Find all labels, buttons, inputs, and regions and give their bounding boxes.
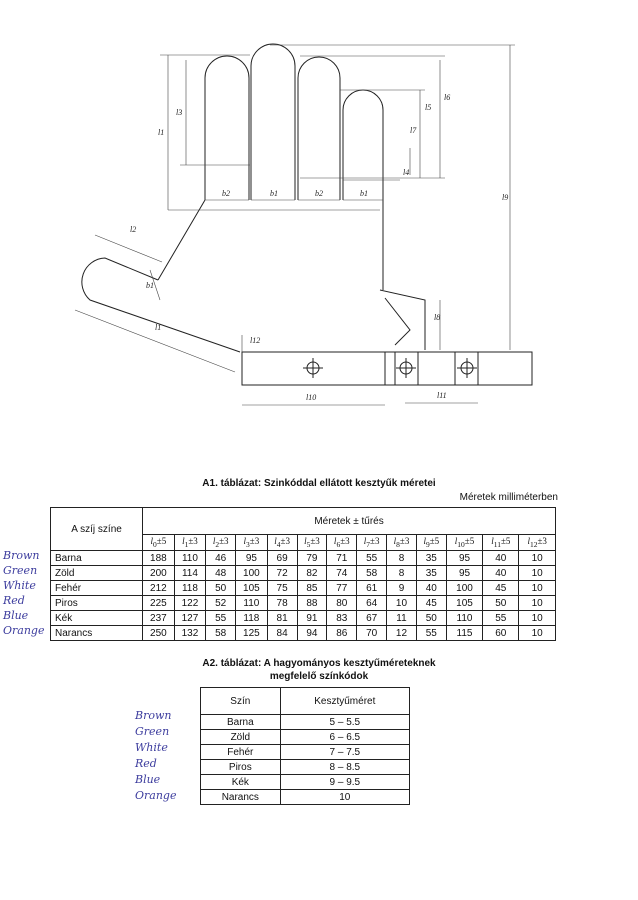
dimension-value: 45	[483, 581, 519, 596]
strap-color-name: Zöld	[51, 566, 143, 581]
dimension-value: 88	[297, 596, 327, 611]
dim-label-l8: l8	[434, 313, 441, 322]
column-header: $l_1\pm 3$	[174, 535, 206, 551]
dimension-value: 52	[206, 596, 236, 611]
dimension-value: 40	[483, 566, 519, 581]
dim-label-b1: b1	[270, 189, 278, 198]
dimension-value: 64	[357, 596, 387, 611]
strap-color-name: Fehér	[51, 581, 143, 596]
column-header: $l_4\pm 3$	[267, 535, 297, 551]
table-row	[201, 790, 410, 805]
dimension-value: 125	[236, 626, 268, 641]
column-header: $l_6\pm 3$	[327, 535, 357, 551]
dimension-value: 72	[267, 566, 297, 581]
dimension-value: 75	[267, 581, 297, 596]
table1-body	[51, 551, 556, 641]
dimension-value: 10	[519, 596, 556, 611]
dimension-value: 78	[267, 596, 297, 611]
color-name: Fehér	[201, 745, 281, 760]
handwritten-word: Green	[135, 725, 170, 738]
dimension-value: 79	[297, 551, 327, 566]
table-row	[201, 730, 410, 745]
dimension-value: 71	[327, 551, 357, 566]
dimension-value: 46	[206, 551, 236, 566]
dimension-value: 10	[519, 611, 556, 626]
glove-size: 6 – 6.5	[280, 730, 409, 745]
dimension-value: 132	[174, 626, 206, 641]
dimension-value: 110	[446, 611, 483, 626]
table-row	[201, 715, 410, 730]
dimension-value: 10	[519, 581, 556, 596]
table-row	[201, 745, 410, 760]
dimension-value: 237	[143, 611, 175, 626]
dimension-value: 9	[387, 581, 417, 596]
dimension-value: 110	[236, 596, 268, 611]
handwritten-word: Red	[135, 757, 157, 770]
table-row	[51, 566, 556, 581]
dimension-value: 10	[519, 566, 556, 581]
dim-label-l10: l10	[306, 393, 317, 402]
dimension-value: 94	[297, 626, 327, 641]
dimension-value: 105	[236, 581, 268, 596]
dim-label-b1-thumb: b1	[146, 281, 154, 290]
glove-dimensions-table	[50, 507, 556, 641]
table1-caption: A1. táblázat: Szinkóddal ellátott kesztyűk méretei	[202, 478, 436, 489]
dim-label-l11: l11	[437, 391, 447, 400]
dimension-value: 11	[387, 611, 417, 626]
dimension-value: 35	[416, 566, 446, 581]
glove-size: 8 – 8.5	[280, 760, 409, 775]
dimension-value: 55	[416, 626, 446, 641]
dimension-value: 84	[267, 626, 297, 641]
dim-label-l2: l2	[130, 225, 137, 234]
dimension-value: 61	[357, 581, 387, 596]
dimension-value: 95	[446, 551, 483, 566]
finger-ring	[298, 57, 340, 200]
table2-caption	[0, 657, 638, 683]
dim-label-l4: l4	[403, 168, 410, 177]
dimension-value: 91	[297, 611, 327, 626]
dimension-value: 122	[174, 596, 206, 611]
dimension-value: 110	[174, 551, 206, 566]
dimension-value: 86	[327, 626, 357, 641]
handwritten-translations-1	[3, 548, 44, 638]
dim-label-l3: l3	[176, 108, 183, 117]
dim-label-b1-little: b1	[360, 189, 368, 198]
header-color: Szín	[201, 688, 281, 715]
dimension-value: 10	[387, 596, 417, 611]
handwritten-word: Green	[3, 564, 38, 577]
dim-label-l12: l12	[250, 336, 261, 345]
dimension-value: 225	[143, 596, 175, 611]
dimension-value: 48	[206, 566, 236, 581]
table-row	[201, 775, 410, 790]
dimension-value: 200	[143, 566, 175, 581]
dimension-value: 115	[446, 626, 483, 641]
table2-caption-line2: megfelelő színkódok	[269, 671, 369, 682]
dim-label-l5: l5	[425, 103, 432, 112]
column-header: $l_0\pm 5$	[143, 535, 175, 551]
dimension-value: 10	[519, 551, 556, 566]
dim-label-b2-ring: b2	[315, 189, 323, 198]
dimension-value: 10	[519, 626, 556, 641]
dimension-value: 85	[297, 581, 327, 596]
strap-color-name: Narancs	[51, 626, 143, 641]
finger-index	[205, 56, 249, 200]
color-name: Barna	[201, 715, 281, 730]
header-strap-color: A szíj színe	[51, 508, 143, 551]
dimension-value: 118	[174, 581, 206, 596]
dimension-value: 77	[327, 581, 357, 596]
dimension-value: 100	[446, 581, 483, 596]
header-glove-size: Kesztyűméret	[280, 688, 409, 715]
finger-middle	[251, 44, 295, 200]
dim-label-l7: l7	[410, 126, 417, 135]
dim-label-l1: l1	[158, 128, 165, 137]
table-row	[51, 626, 556, 641]
dimension-value: 250	[143, 626, 175, 641]
dimension-value: 70	[357, 626, 387, 641]
dimension-value: 55	[483, 611, 519, 626]
table-row	[51, 611, 556, 626]
column-header: $l_3\pm 3$	[236, 535, 268, 551]
strap-color-name: Kék	[51, 611, 143, 626]
column-header: $l_5\pm 3$	[297, 535, 327, 551]
dimension-value: 105	[446, 596, 483, 611]
dimension-value: 50	[206, 581, 236, 596]
column-header: $l_9\pm 5$	[416, 535, 446, 551]
header-dimensions: Méretek ± tűrés	[143, 508, 556, 535]
dimension-value: 60	[483, 626, 519, 641]
table2-body	[201, 715, 410, 805]
dim-label-l1-thumb: l1	[155, 323, 162, 332]
glove-size: 9 – 9.5	[280, 775, 409, 790]
units-note: Méretek milliméterben	[459, 492, 558, 503]
dimension-value: 100	[236, 566, 268, 581]
handwritten-word: Blue	[135, 773, 161, 786]
dimension-value: 40	[483, 551, 519, 566]
strap-color-name: Piros	[51, 596, 143, 611]
glove-size: 5 – 5.5	[280, 715, 409, 730]
dimension-value: 12	[387, 626, 417, 641]
column-header: $l_7\pm 3$	[357, 535, 387, 551]
glove-size: 7 – 7.5	[280, 745, 409, 760]
column-header: $l_{12}\pm 3$	[519, 535, 556, 551]
dimension-value: 55	[206, 611, 236, 626]
dimension-value: 8	[387, 566, 417, 581]
table-row	[51, 551, 556, 566]
handwritten-word: White	[135, 741, 168, 754]
glove-size: 10	[280, 790, 409, 805]
color-name: Zöld	[201, 730, 281, 745]
handwritten-word: Orange	[135, 789, 177, 802]
handwritten-word: White	[3, 579, 36, 592]
dimension-value: 58	[206, 626, 236, 641]
dimension-value: 188	[143, 551, 175, 566]
table-row	[51, 596, 556, 611]
table-row	[51, 581, 556, 596]
handwritten-word: Orange	[3, 624, 45, 637]
dimension-value: 80	[327, 596, 357, 611]
dimension-value: 50	[416, 611, 446, 626]
column-header: $l_{11}\pm 5$	[483, 535, 519, 551]
dimension-value: 55	[357, 551, 387, 566]
dimension-value: 127	[174, 611, 206, 626]
handwritten-word: Red	[3, 594, 25, 607]
dimension-value: 82	[297, 566, 327, 581]
strap-color-name: Barna	[51, 551, 143, 566]
dim-label-l9: l9	[502, 193, 509, 202]
dimension-value: 212	[143, 581, 175, 596]
handwritten-translations-2	[135, 708, 176, 804]
dim-label-l6: l6	[444, 93, 451, 102]
column-header: $l_2\pm 3$	[206, 535, 236, 551]
column-header: $l_8\pm 3$	[387, 535, 417, 551]
dimension-value: 69	[267, 551, 297, 566]
column-header: $l_{10}\pm 5$	[446, 535, 483, 551]
color-name: Narancs	[201, 790, 281, 805]
dimension-value: 40	[416, 581, 446, 596]
table-row	[201, 760, 410, 775]
dimension-value: 45	[416, 596, 446, 611]
handwritten-word: Blue	[3, 609, 29, 622]
dimension-value: 35	[416, 551, 446, 566]
dimension-value: 95	[446, 566, 483, 581]
dimension-value: 83	[327, 611, 357, 626]
color-name: Kék	[201, 775, 281, 790]
dimension-value: 81	[267, 611, 297, 626]
table2-caption-line1: A2. táblázat: A hagyományos kesztyűméreteknek	[202, 658, 436, 669]
handwritten-word: Brown	[135, 709, 172, 722]
dim-label-b2-index: b2	[222, 189, 230, 198]
dimension-value: 8	[387, 551, 417, 566]
dimension-value: 67	[357, 611, 387, 626]
size-color-table	[200, 687, 410, 805]
color-name: Piros	[201, 760, 281, 775]
dimension-value: 118	[236, 611, 268, 626]
dimension-value: 74	[327, 566, 357, 581]
dimension-value: 50	[483, 596, 519, 611]
cuff-bar	[242, 352, 532, 385]
dimension-value: 58	[357, 566, 387, 581]
dimension-value: 114	[174, 566, 206, 581]
handwritten-word: Brown	[3, 549, 40, 562]
dimension-value: 95	[236, 551, 268, 566]
